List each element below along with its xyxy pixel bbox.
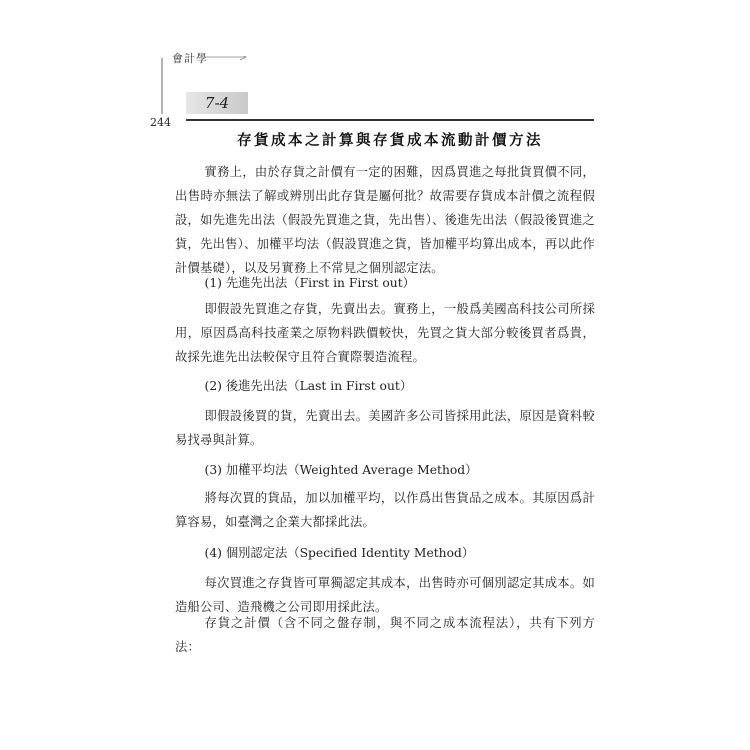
- method-heading-lifo: (2) 後進先出法（Last in First out）: [204, 379, 413, 393]
- closing-paragraph: 存貨之計價（含不同之盤存制，與不同之成本流程法），共有下列方法：: [175, 616, 595, 654]
- method-description-specific-identification: 每次買進之存貨皆可單獨認定其成本，出售時亦可個別認定其成本。如造船公司、造飛機之公司即用採此法。: [175, 576, 595, 614]
- method-description-weighted-average: 將每次買的貨品，加以加權平均，以作爲出售貨品之成本。其原因爲計算容易，如臺灣之企業大都採此法。: [175, 491, 595, 529]
- intro-block: [175, 160, 595, 280]
- method-heading-fifo: (1) 先進先出法（First in First out）: [204, 276, 415, 290]
- section-number-tab: 7-4: [186, 92, 248, 114]
- method-description-fifo: 即假設先買進之存貨，先賣出去。實務上，一般爲美國高科技公司所採用，原因爲高科技產業之原物料跌價較快，先買之貨大部分較後買者爲貴，故採先進先出法較保守且符合實際製造流程。: [175, 302, 595, 364]
- page-number: 244: [150, 116, 171, 129]
- method-heading-weighted-average: (3) 加權平均法（Weighted Average Method）: [204, 463, 478, 477]
- closing-block: [175, 611, 595, 659]
- method-3-heading-block: [175, 458, 595, 482]
- method-description-lifo: 即假設後買的貨，先賣出去。美國許多公司皆採用此法，原因是資料較易找尋與計算。: [175, 409, 595, 447]
- running-head: 會計學: [172, 52, 208, 65]
- method-4-heading-block: [175, 541, 595, 565]
- method-1-heading-block: [175, 271, 595, 295]
- section-title: 存貨成本之計算與存貨成本流動計價方法: [237, 132, 543, 149]
- method-3-description-block: [175, 486, 595, 534]
- method-heading-specific-identification: (4) 個別認定法（Specified Identity Method）: [204, 546, 475, 560]
- method-2-description-block: [175, 404, 595, 452]
- method-2-heading-block: [175, 374, 595, 398]
- header-rule: [186, 119, 594, 121]
- method-1-description-block: [175, 297, 595, 369]
- intro-paragraph: 實務上，由於存貨之計價有一定的困難，因爲買進之每批貨買價不同，出售時亦無法了解或辨別出此存貨是屬何批？故需要存貨成本計價之流程假設，如先進先出法（假設先買進之貨，先出售）、後進先出法（假設後買進之貨，先出售）、加權平均法（假設買進之貨，皆加權平均算出成本，再以此作計價基礎），以及另實務上不常見之個別認定法。: [175, 165, 595, 275]
